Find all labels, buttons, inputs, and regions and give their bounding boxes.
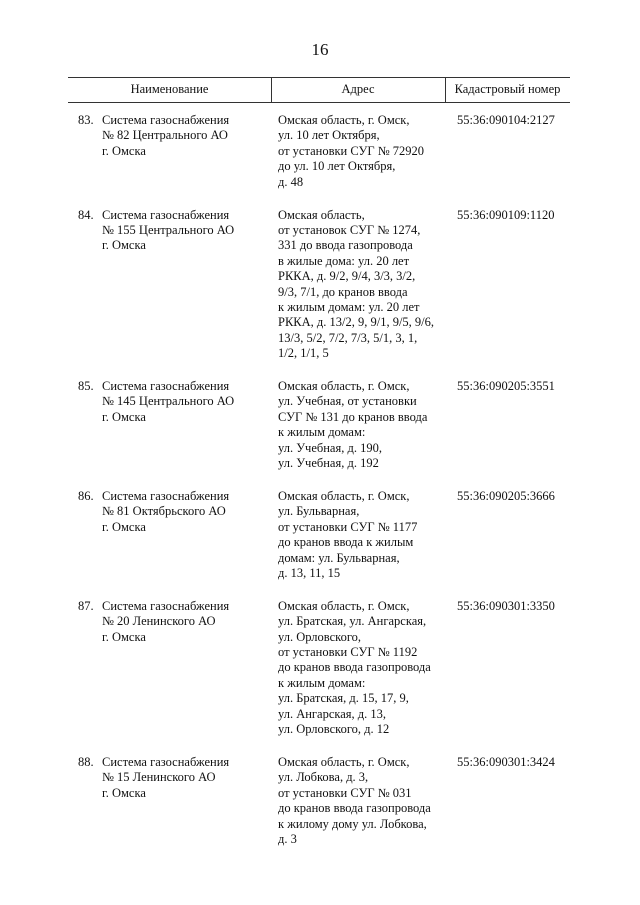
column-header-cadastral: Кадастровый номер <box>454 82 561 96</box>
address-line: от установки СУГ № 031 <box>278 785 412 800</box>
name-line: № 145 Центрального АО <box>102 394 235 409</box>
row-cadastral-number: 55:36:090104:2127 <box>457 113 555 127</box>
address-line: ул. 10 лет Октября, <box>278 128 380 143</box>
address-line: 13/3, 5/2, 7/2, 7/3, 5/1, 3, 1, <box>278 330 418 345</box>
address-line: ул. Бульварная, <box>278 504 360 519</box>
column-header-address: Адрес <box>341 82 375 96</box>
table-row <box>0 755 640 847</box>
row-number: 86. <box>78 488 94 503</box>
address-line: к жилым домам: ул. 20 лет <box>278 299 420 314</box>
row-address <box>278 599 456 738</box>
column-header-name: Наименование <box>130 82 209 96</box>
row-cadastral-number: 55:36:090205:3666 <box>457 488 555 503</box>
address-line: к жилому дому ул. Лобкова, <box>278 816 427 831</box>
row-name <box>102 208 272 254</box>
address-line: Омская область, <box>278 207 365 222</box>
row-cadastral-number: 55:36:090205:3551 <box>457 379 555 393</box>
address-line: к жилым домам: <box>278 675 366 690</box>
row-cadastral-number: 55:36:090301:3350 <box>457 598 555 613</box>
row-address <box>278 208 456 362</box>
address-line: ул. Ангарская, д. 13, <box>278 706 387 721</box>
table-row <box>0 489 640 581</box>
column-divider <box>445 78 446 102</box>
row-name <box>102 755 272 801</box>
address-line: от установки СУГ № 72920 <box>278 143 425 158</box>
address-line: к жилым домам: <box>278 425 366 440</box>
name-line: г. Омска <box>102 409 146 424</box>
address-line: от установки СУГ № 1192 <box>278 645 418 659</box>
address-line: д. 3 <box>278 831 297 846</box>
address-line: до кранов ввода газопровода <box>278 801 431 816</box>
address-line: до кранов ввода газопровода <box>278 660 431 675</box>
row-cadastral-number: 55:36:090301:3424 <box>457 754 555 769</box>
table-header <box>68 77 570 103</box>
name-line: № 20 Ленинского АО <box>102 614 216 629</box>
name-line: № 82 Центрального АО <box>102 128 228 143</box>
row-name <box>102 599 272 645</box>
name-line: Система газоснабжения <box>102 598 230 613</box>
column-divider <box>271 78 272 102</box>
table-row <box>0 113 640 190</box>
address-line: РККА, д. 13/2, 9, 9/1, 9/5, 9/6, <box>278 315 435 330</box>
name-line: Система газоснабжения <box>102 754 230 769</box>
address-line: Омская область, г. Омск, <box>278 488 410 503</box>
address-line: РККА, д. 9/2, 9/4, 3/3, 3/2, <box>278 269 416 284</box>
address-line: в жилые дома: ул. 20 лет <box>278 253 410 268</box>
page-number: 16 <box>311 40 329 59</box>
table-row <box>0 208 640 362</box>
address-line: до ул. 10 лет Октября, <box>278 159 396 174</box>
row-name <box>102 379 272 425</box>
name-line: г. Омска <box>102 629 146 644</box>
name-line: Система газоснабжения <box>102 207 230 222</box>
address-line: Омская область, г. Омск, <box>278 754 410 769</box>
address-line: ул. Учебная, д. 190, <box>278 440 382 455</box>
row-number: 87. <box>78 598 94 613</box>
name-line: № 81 Октябрьского АО <box>102 504 226 519</box>
name-line: г. Омска <box>102 785 146 800</box>
row-address <box>278 755 456 847</box>
address-line: Омская область, г. Омск, <box>278 113 410 127</box>
row-cadastral-number: 55:36:090109:1120 <box>457 207 555 222</box>
address-line: Омская область, г. Омск, <box>278 379 410 393</box>
address-line: ул. Учебная, д. 192 <box>278 456 379 471</box>
table-body <box>0 113 640 865</box>
address-line: от установок СУГ № 1274, <box>278 222 421 237</box>
address-line: д. 13, 11, 15 <box>278 565 341 580</box>
row-address <box>278 489 456 581</box>
address-line: 331 до ввода газопровода <box>278 238 413 253</box>
table-row <box>0 379 640 471</box>
row-name <box>102 489 272 535</box>
row-address <box>278 379 456 471</box>
address-line: СУГ № 131 до кранов ввода <box>278 409 428 424</box>
name-line: г. Омска <box>102 143 146 158</box>
row-number: 88. <box>78 754 94 769</box>
address-line: д. 48 <box>278 174 304 189</box>
address-line: ул. Орловского, д. 12 <box>278 722 390 737</box>
address-line: ул. Братская, д. 15, 17, 9, <box>278 691 409 706</box>
name-line: № 155 Центрального АО <box>102 222 235 237</box>
row-address <box>278 113 456 190</box>
row-number: 85. <box>78 379 94 393</box>
address-line: 9/3, 7/1, до кранов ввода <box>278 284 408 299</box>
address-line: Омская область, г. Омск, <box>278 598 410 613</box>
address-line: ул. Братская, ул. Ангарская, <box>278 614 427 629</box>
address-line: от установки СУГ № 1177 <box>278 519 418 534</box>
address-line: ул. Учебная, от установки <box>278 394 417 409</box>
address-line: до кранов ввода к жилым <box>278 535 414 550</box>
name-line: Система газоснабжения <box>102 379 230 393</box>
name-line: г. Омска <box>102 519 146 534</box>
name-line: Система газоснабжения <box>102 488 230 503</box>
name-line: г. Омска <box>102 238 146 253</box>
address-line: домам: ул. Бульварная, <box>278 550 400 565</box>
row-number: 83. <box>78 113 94 127</box>
address-line: ул. Орловского, <box>278 629 362 644</box>
row-name <box>102 113 272 159</box>
name-line: № 15 Ленинского АО <box>102 770 216 785</box>
table-row <box>0 599 640 738</box>
address-line: ул. Лобкова, д. 3, <box>278 770 369 785</box>
name-line: Система газоснабжения <box>102 113 230 127</box>
row-number: 84. <box>78 207 94 222</box>
address-line: 1/2, 1/1, 5 <box>278 346 329 361</box>
